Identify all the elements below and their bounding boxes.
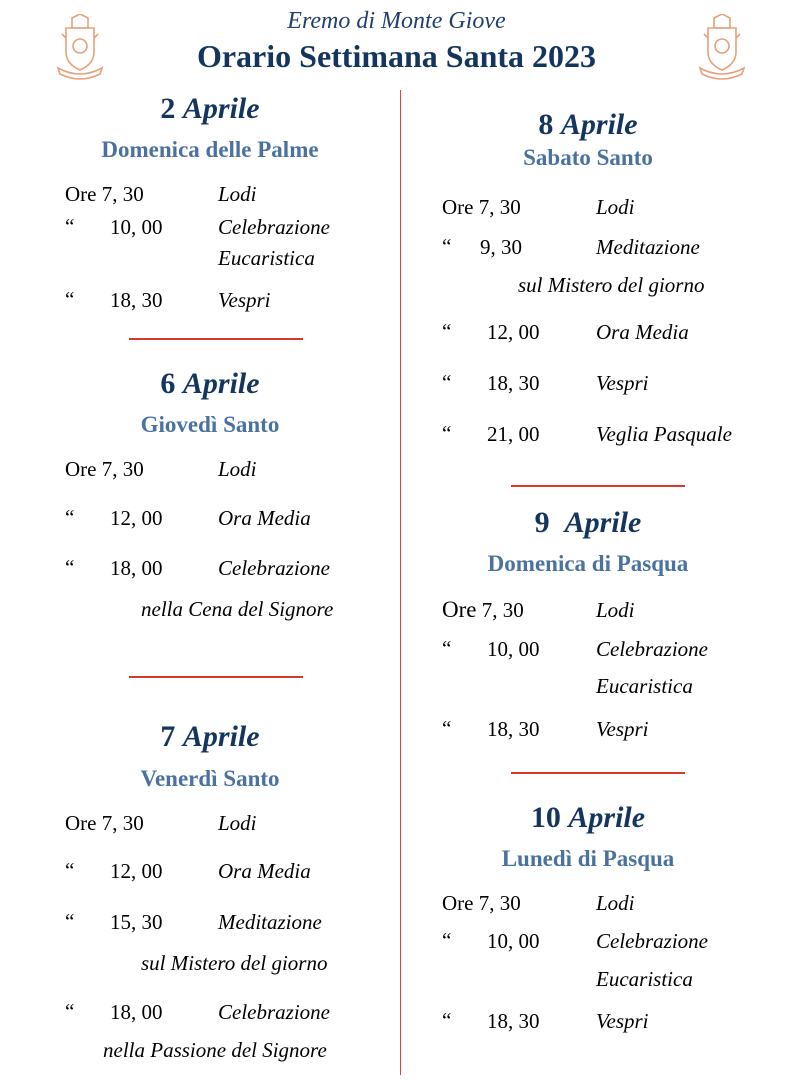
event-activity-cont: nella Passione del Signore <box>103 1038 327 1062</box>
day-name: Lunedì di Pasqua <box>501 846 675 871</box>
event-activity: Vespri <box>596 717 649 741</box>
event-activity: Meditazione <box>596 235 700 259</box>
event-time: 10, 00 <box>487 929 540 953</box>
event-time: 12, 00 <box>110 859 163 883</box>
event-time: Ore 7, 30 <box>65 811 144 835</box>
event-time: 18, 00 <box>110 1000 163 1024</box>
event-activity: Ora Media <box>218 859 311 883</box>
ditto-mark: “ <box>65 287 75 311</box>
page-title: Orario Settimana Santa 2023 <box>196 38 597 74</box>
section-separator <box>511 772 685 774</box>
section-separator <box>129 676 303 678</box>
event-time: Ore 7, 30 <box>65 182 144 206</box>
section-separator <box>129 338 303 340</box>
event-activity: Lodi <box>596 598 635 622</box>
event-time: 18, 30 <box>487 1009 540 1033</box>
event-activity: Lodi <box>596 195 635 219</box>
header-subtitle: Eremo di Monte Giove <box>287 8 506 34</box>
day-name: Domenica di Pasqua <box>487 551 689 576</box>
event-activity: Celebrazione <box>596 637 708 661</box>
day-name: Giovedì Santo <box>140 412 280 437</box>
day-date: 10 Aprile <box>530 801 646 834</box>
day-date: 7 Aprile <box>160 720 260 753</box>
ditto-mark: “ <box>442 716 452 740</box>
event-activity: Vespri <box>596 1009 649 1033</box>
event-activity: Celebrazione <box>218 556 330 580</box>
event-time: Ore 7, 30 <box>442 195 521 219</box>
day-name: Domenica delle Palme <box>101 137 319 162</box>
event-activity-cont: Eucaristica <box>218 246 315 270</box>
event-time: 9, 30 <box>480 235 522 259</box>
event-activity: Vespri <box>218 288 271 312</box>
day-date: 8 Aprile <box>538 108 638 141</box>
event-time: Ore 7, 30 <box>442 597 524 622</box>
event-activity-cont: sul Mistero del giorno <box>141 951 328 975</box>
event-time: 10, 00 <box>487 637 540 661</box>
event-time: 18, 30 <box>487 717 540 741</box>
ditto-mark: “ <box>65 909 75 933</box>
ditto-mark: “ <box>65 505 75 529</box>
event-activity: Lodi <box>218 182 257 206</box>
ditto-mark: “ <box>442 636 452 660</box>
event-time: 21, 00 <box>487 422 540 446</box>
day-date: 6 Aprile <box>160 367 260 400</box>
event-time: Ore 7, 30 <box>442 891 521 915</box>
event-activity-cont: Eucaristica <box>596 674 693 698</box>
day-name: Sabato Santo <box>523 145 653 170</box>
ditto-mark: “ <box>442 234 452 258</box>
ditto-mark: “ <box>442 1008 452 1032</box>
ditto-mark: “ <box>65 555 75 579</box>
event-activity-cont: sul Mistero del giorno <box>518 273 705 297</box>
ditto-mark: “ <box>442 319 452 343</box>
ditto-mark: “ <box>65 858 75 882</box>
event-time: 12, 00 <box>110 506 163 530</box>
event-activity: Veglia Pasquale <box>596 422 732 446</box>
event-activity: Lodi <box>218 811 257 835</box>
event-activity: Lodi <box>218 457 257 481</box>
ditto-mark: “ <box>442 421 452 445</box>
day-date: 2 Aprile <box>160 92 260 125</box>
event-time: 15, 30 <box>110 910 163 934</box>
section-separator <box>511 485 685 487</box>
column-divider <box>400 90 401 1075</box>
event-activity: Lodi <box>596 891 635 915</box>
event-activity: Celebrazione <box>596 929 708 953</box>
ditto-mark: “ <box>442 370 452 394</box>
event-activity: Vespri <box>596 371 649 395</box>
event-time: 18, 00 <box>110 556 163 580</box>
event-activity: Ora Media <box>218 506 311 530</box>
day-name: Venerdì Santo <box>140 766 280 791</box>
event-activity-cont: nella Cena del Signore <box>141 597 334 621</box>
event-activity: Celebrazione <box>218 1000 330 1024</box>
event-activity: Celebrazione <box>218 215 330 239</box>
event-time: 18, 30 <box>487 371 540 395</box>
event-activity: Ora Media <box>596 320 689 344</box>
ditto-mark: “ <box>65 214 75 238</box>
ditto-mark: “ <box>442 928 452 952</box>
event-time: 10, 00 <box>110 215 163 239</box>
event-activity: Meditazione <box>218 910 322 934</box>
event-activity-cont: Eucaristica <box>596 967 693 991</box>
ditto-mark: “ <box>65 999 75 1023</box>
event-time: Ore 7, 30 <box>65 457 144 481</box>
event-time: 18, 30 <box>110 288 163 312</box>
day-date: 9 Aprile <box>534 506 642 539</box>
event-time: 12, 00 <box>487 320 540 344</box>
